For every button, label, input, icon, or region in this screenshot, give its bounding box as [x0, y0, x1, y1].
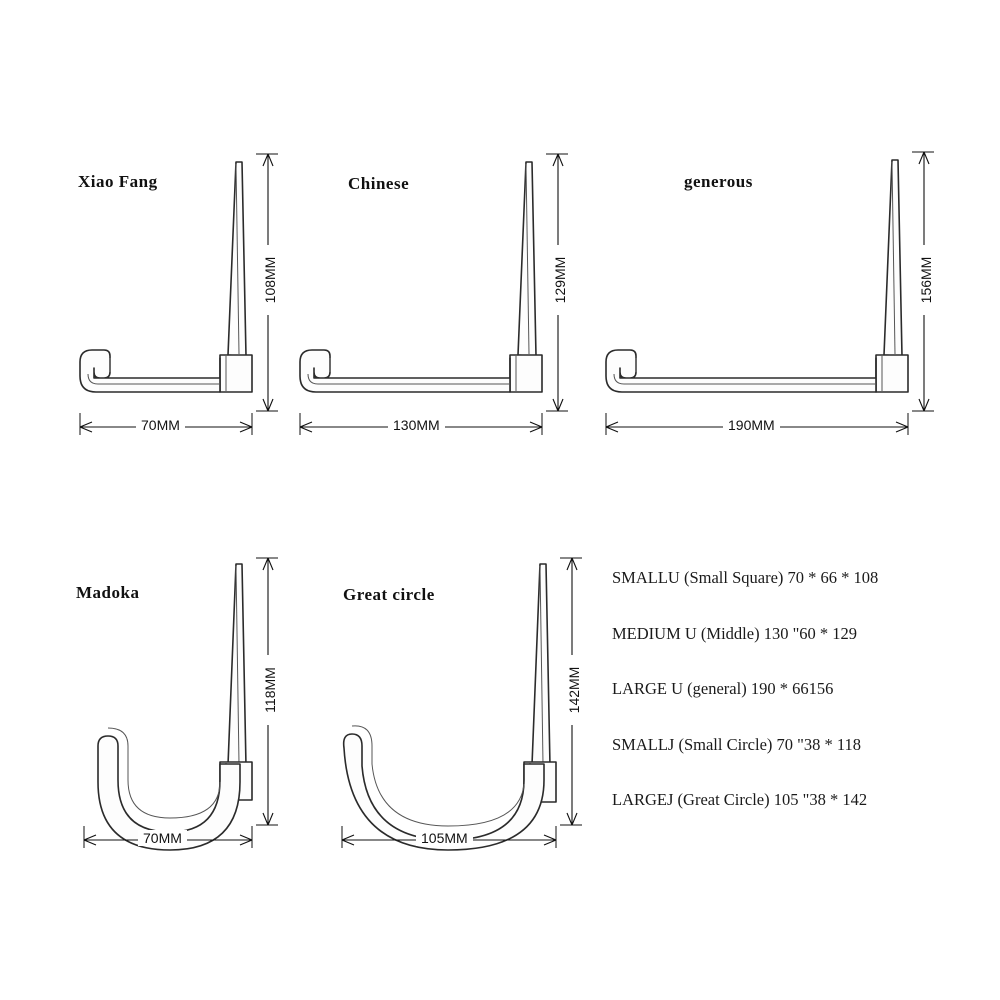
spec-item: LARGEJ (Great Circle) 105 "38 * 142 [612, 790, 868, 809]
spec-list [612, 570, 992, 848]
spec-item: MEDIUM U (Middle) 130 "60 * 129 [612, 623, 858, 643]
hook-chinese-label: Chinese [348, 174, 410, 193]
hook-chinese [280, 140, 600, 440]
hook-generous-label: generous [684, 172, 753, 191]
hook-xiao-fang-height-label: 108MM [260, 245, 280, 315]
hook-great-circle-height-label: 142MM [564, 655, 584, 725]
spec-item: LARGE U (general) 190 * 66156 [612, 679, 834, 698]
hook-chinese-width-label: 130MM [388, 417, 445, 433]
hook-madoka-label: Madoka [76, 583, 140, 602]
spec-item: SMALLJ (Small Circle) 70 "38 * 118 [612, 734, 862, 754]
hook-madoka-height-label: 118MM [260, 655, 280, 725]
spec-item: SMALLU (Small Square) 70 * 66 * 108 [612, 568, 879, 587]
hook-xiao-fang-width-label: 70MM [136, 417, 185, 433]
hook-great-circle-width-label: 105MM [416, 830, 473, 846]
hook-generous-height-label: 156MM [916, 245, 936, 315]
hook-generous [588, 140, 978, 440]
hook-madoka-width-label: 70MM [138, 830, 187, 846]
hook-great-circle-label: Great circle [343, 585, 435, 604]
hook-chinese-height-label: 129MM [550, 245, 570, 315]
hook-generous-width-label: 190MM [723, 417, 780, 433]
hook-xiao-fang-label: Xiao Fang [78, 172, 158, 191]
